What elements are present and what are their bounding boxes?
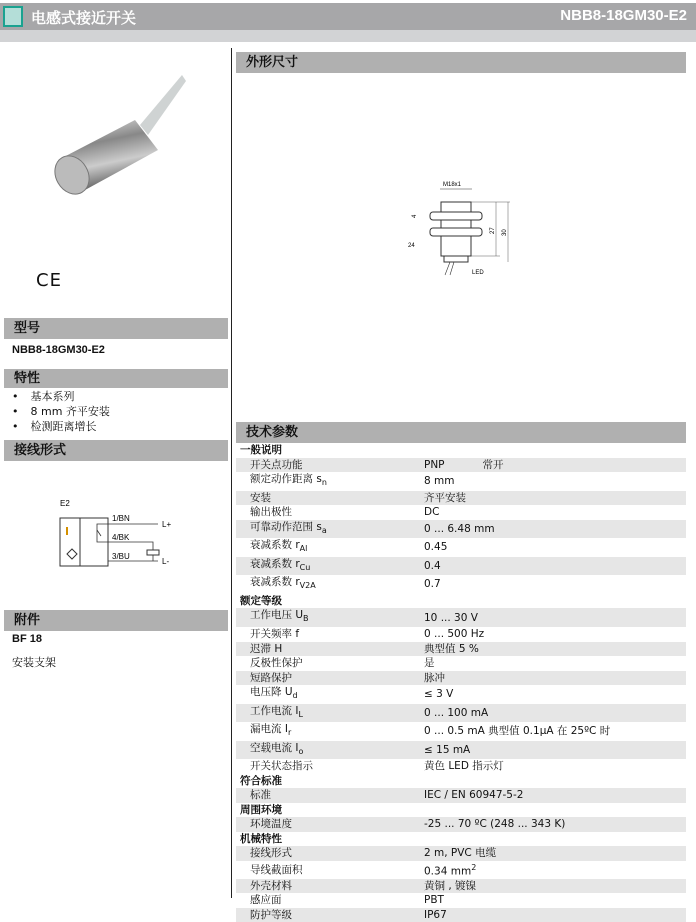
spec-label-text: 防护等级	[250, 908, 292, 921]
spec-label	[236, 879, 424, 894]
pin-1: 1/BN	[112, 514, 130, 523]
spec-value	[424, 685, 686, 704]
spec-value-text: ≤ 15 mA	[424, 743, 471, 756]
spec-row	[236, 671, 686, 686]
spec-group	[236, 443, 686, 458]
pin-3: 3/BU	[112, 552, 130, 561]
feature-item: • 8 mm 齐平安装	[12, 404, 110, 419]
spec-row	[236, 491, 686, 506]
spec-label	[236, 575, 424, 594]
spec-value	[424, 861, 686, 879]
spec-value-text: 0 ... 100 mA	[424, 706, 489, 719]
spec-label-text: 工作电压 U	[250, 609, 304, 622]
spec-row	[236, 557, 686, 576]
spec-value-text: -25 ... 70 ºC (248 ... 343 K)	[424, 818, 566, 831]
spec-label-text: 输出极性	[250, 506, 292, 519]
spec-value	[424, 671, 686, 686]
wrench-size: 24	[408, 243, 415, 249]
spec-label-text: 开关状态指示	[250, 760, 313, 773]
subscript: V2A	[299, 581, 316, 591]
spec-label-text: 感应面	[250, 894, 282, 907]
spec-label	[236, 472, 424, 491]
spec-label	[236, 893, 424, 908]
subscript: a	[321, 525, 327, 535]
spec-label-text: 安装	[250, 491, 271, 504]
sub-bar	[0, 30, 696, 42]
spec-row	[236, 759, 686, 774]
dim-30: 30	[502, 229, 508, 236]
type-value: NBB8-18GM30-E2	[12, 344, 105, 356]
spec-label-text: 短路保护	[250, 671, 292, 684]
spec-value-text: 0 ... 6.48 mm	[424, 522, 495, 535]
spec-value-text: 0.45	[424, 541, 448, 554]
spec-label-text: 反极性保护	[250, 657, 303, 670]
spec-label	[236, 458, 424, 473]
spec-label	[236, 846, 424, 861]
title-bar	[0, 3, 696, 30]
spec-value	[424, 520, 686, 539]
spec-label-text: 电压降 U	[250, 686, 293, 699]
spec-value	[424, 908, 686, 922]
feature-item: • 检测距离增长	[12, 419, 110, 434]
spec-row	[236, 520, 686, 539]
spec-label-text: 漏电流 I	[250, 723, 288, 736]
subscript: r	[287, 728, 292, 738]
spec-label	[236, 685, 424, 704]
spec-row	[236, 472, 686, 491]
spec-row	[236, 458, 686, 473]
pin-4: 4/BK	[112, 533, 130, 542]
superscript: 2	[471, 862, 477, 872]
spec-row	[236, 908, 686, 922]
spec-value-text: 0 ... 0.5 mA 典型值 0.1μA 在 25ºC 时	[424, 725, 611, 738]
spec-label	[236, 817, 424, 832]
spec-value	[424, 788, 686, 803]
spec-value	[424, 608, 686, 627]
spec-value	[424, 704, 686, 723]
l-minus: L-	[162, 557, 170, 566]
spec-value-text: 黄色 LED 指示灯	[424, 760, 504, 773]
spec-value-text: 2 m, PVC 电缆	[424, 847, 497, 860]
accessory-desc: 安装支架	[12, 656, 56, 669]
spec-value	[424, 557, 686, 576]
subscript: d	[292, 691, 298, 701]
spec-row	[236, 893, 686, 908]
wiring-header: 接线形式	[4, 440, 228, 461]
spec-label-text: 接线形式	[250, 847, 292, 860]
spec-value-text: 典型值 5 %	[424, 642, 479, 655]
subscript: Cu	[299, 562, 311, 572]
spec-group	[236, 832, 686, 847]
spec-label-text: 外壳材料	[250, 879, 292, 892]
spec-value-text: 是	[424, 657, 435, 670]
spec-value	[424, 893, 686, 908]
spec-value	[424, 538, 686, 557]
spec-label-text: 标准	[250, 789, 271, 802]
spec-value-text: PNP	[424, 458, 445, 471]
spec-value	[424, 817, 686, 832]
specs-header: 技术参数	[236, 422, 686, 443]
spec-value-extra: 常开	[482, 458, 504, 471]
spec-label-text: 空载电流 I	[250, 741, 299, 754]
spec-value	[424, 505, 686, 520]
dimensions-header: 外形尺寸	[236, 52, 686, 73]
dimension-drawing	[400, 170, 530, 280]
subscript: L	[298, 709, 303, 719]
spec-label	[236, 608, 424, 627]
spec-value-text: 脉冲	[424, 671, 445, 684]
spec-label-text: 开关点功能	[250, 458, 303, 471]
spec-row	[236, 722, 686, 741]
spec-row	[236, 788, 686, 803]
spec-label-text: 开关频率 f	[250, 628, 300, 641]
spec-row	[236, 538, 686, 557]
spec-label-text: 工作电流 I	[250, 704, 299, 717]
spec-row	[236, 685, 686, 704]
spec-value-text: IEC / EN 60947-5-2	[424, 789, 524, 802]
wiring-code: E2	[60, 499, 70, 508]
spec-label	[236, 656, 424, 671]
spec-row	[236, 861, 686, 879]
spec-label	[236, 505, 424, 520]
spec-value	[424, 627, 686, 642]
spec-value	[424, 575, 686, 594]
spec-row	[236, 642, 686, 657]
spec-value-text: ≤ 3 V	[424, 688, 454, 701]
spec-label	[236, 642, 424, 657]
spec-value-text: 10 ... 30 V	[424, 611, 478, 624]
spec-row	[236, 879, 686, 894]
subscript: o	[298, 746, 304, 756]
accessory-name: BF 18	[12, 633, 42, 645]
spec-label	[236, 861, 424, 879]
model-title: NBB8-18GM30-E2	[560, 7, 687, 24]
spec-label-text: 衰减系数 r	[250, 539, 300, 552]
spec-label	[236, 722, 424, 741]
spec-value	[424, 846, 686, 861]
spec-group	[236, 594, 686, 609]
spec-value-text: PBT	[424, 894, 444, 907]
spec-label-text: 迟滞 H	[250, 642, 283, 655]
thread-label: M18x1	[443, 182, 462, 188]
l-plus: L+	[162, 520, 172, 529]
spec-value	[424, 472, 686, 491]
spec-label	[236, 741, 424, 760]
features-list	[12, 389, 110, 434]
spec-row	[236, 608, 686, 627]
dim-4: 4	[412, 214, 418, 218]
page-title: 电感式接近开关	[31, 9, 137, 27]
spec-value-text: 0.7	[424, 578, 441, 591]
logo	[3, 6, 23, 27]
spec-row	[236, 575, 686, 594]
spec-label-text: 环境温度	[250, 818, 292, 831]
spec-row	[236, 704, 686, 723]
spec-label	[236, 759, 424, 774]
spec-group-title: 周围环境	[236, 803, 686, 818]
spec-value	[424, 722, 686, 741]
spec-label	[236, 538, 424, 557]
spec-value	[424, 741, 686, 760]
spec-value	[424, 458, 686, 473]
spec-group-title: 一般说明	[236, 443, 686, 458]
spec-row	[236, 846, 686, 861]
spec-row	[236, 741, 686, 760]
specs-table	[236, 443, 686, 922]
spec-value-text: 0.34 mm	[424, 865, 472, 878]
column-divider	[231, 48, 232, 898]
spec-value-text: 8 mm	[424, 475, 455, 488]
spec-value-text: 0.4	[424, 559, 441, 572]
product-photo	[40, 65, 190, 195]
accessories-header: 附件	[4, 610, 228, 631]
spec-label	[236, 491, 424, 506]
led-label: LED	[472, 270, 484, 276]
spec-label-text: 可靠动作范围 s	[250, 520, 322, 533]
spec-value-text: 齐平安装	[424, 491, 466, 504]
spec-group	[236, 803, 686, 818]
spec-value-text: 黄铜 , 镀镍	[424, 879, 477, 892]
spec-group	[236, 774, 686, 789]
spec-label	[236, 788, 424, 803]
spec-value	[424, 642, 686, 657]
spec-label-text: 额定动作距离 s	[250, 473, 322, 485]
spec-group-title: 机械特性	[236, 832, 686, 847]
spec-value	[424, 491, 686, 506]
spec-label-text: 导线截面积	[250, 863, 303, 876]
feature-item: • 基本系列	[12, 389, 110, 404]
spec-value	[424, 656, 686, 671]
spec-label	[236, 671, 424, 686]
spec-value	[424, 879, 686, 894]
spec-value-text: IP67	[424, 908, 447, 921]
spec-label	[236, 520, 424, 539]
spec-row	[236, 656, 686, 671]
dim-27: 27	[490, 227, 496, 234]
spec-label-text: 衰减系数 r	[250, 576, 300, 589]
subscript: n	[321, 478, 327, 488]
wiring-diagram	[0, 490, 230, 580]
spec-label-text: 衰减系数 r	[250, 557, 300, 570]
subscript: B	[303, 614, 309, 624]
spec-group-title: 额定等级	[236, 594, 686, 609]
spec-value-text: 0 ... 500 Hz	[424, 628, 485, 641]
spec-label	[236, 908, 424, 922]
spec-row	[236, 627, 686, 642]
spec-value	[424, 759, 686, 774]
features-header: 特性	[4, 369, 228, 388]
type-header: 型号	[4, 318, 228, 339]
spec-value-text: DC	[424, 506, 440, 519]
spec-group-title: 符合标准	[236, 774, 686, 789]
spec-label	[236, 627, 424, 642]
subscript: Al	[299, 544, 308, 554]
spec-row	[236, 817, 686, 832]
spec-row	[236, 505, 686, 520]
spec-label	[236, 557, 424, 576]
spec-label	[236, 704, 424, 723]
ce-mark: CE	[36, 270, 62, 291]
